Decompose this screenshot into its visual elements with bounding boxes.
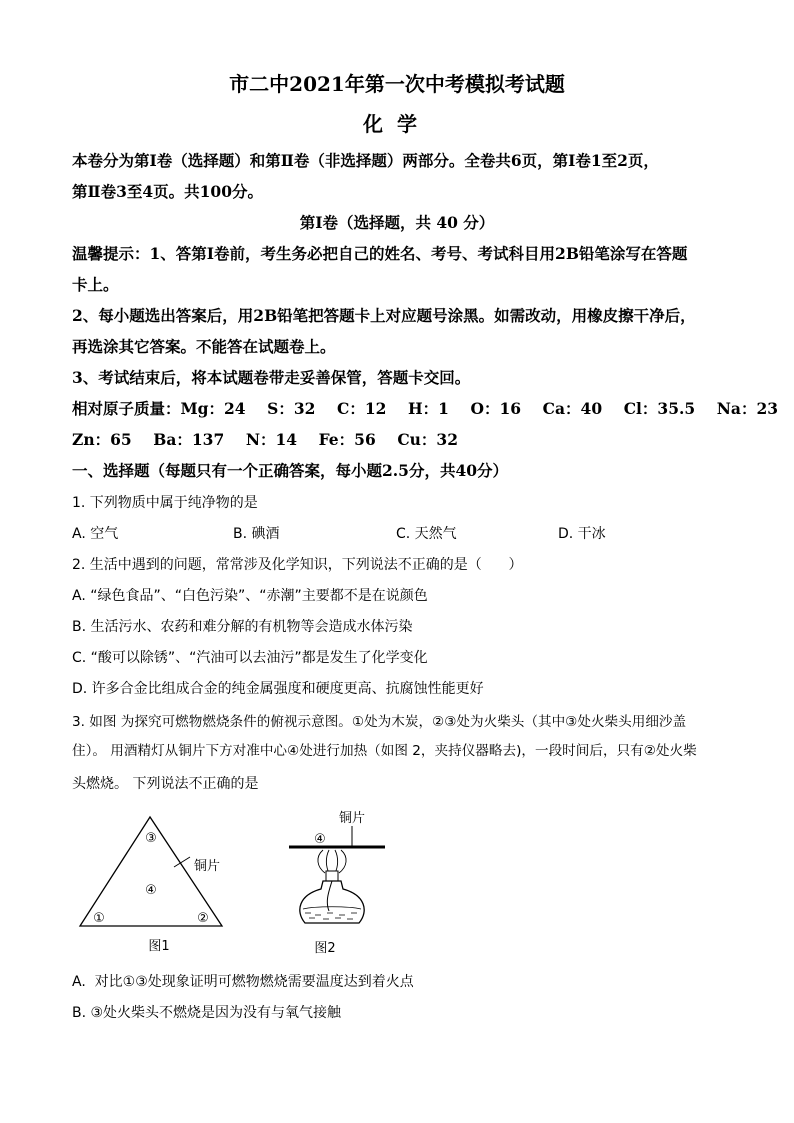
figure-1-label-1: ① xyxy=(93,911,105,926)
part1-title: 第Ⅰ卷（选择题，共 40 分） xyxy=(299,213,495,232)
figure-1-triangle-diagram xyxy=(72,815,242,960)
question-2-option-d: D. 许多合金比组成合金的纯金属强度和硬度更高、抗腐蚀性能更好 xyxy=(72,681,484,697)
question-3-stem-line-1: 3. 如图 为探究可燃物燃烧条件的俯视示意图。①处为木炭，②③处为火柴头（其中③处火柴头用细沙盖 xyxy=(72,714,687,730)
section1-title: 一、选择题（每题只有一个正确答案，每小题2.5分，共40分） xyxy=(72,461,509,480)
intro-line-1: 本卷分为第Ⅰ卷（选择题）和第Ⅱ卷（非选择题）两部分。全卷共6页，第Ⅰ卷1至2页， xyxy=(72,151,659,170)
intro-line-2: 第Ⅱ卷3至4页。共100分。 xyxy=(72,182,263,201)
flame-icon xyxy=(318,850,346,873)
question-1-option-b: B. 碘酒 xyxy=(233,526,280,542)
figure-1-label-4: ④ xyxy=(145,883,157,898)
figure-2-copper-label: 铜片 xyxy=(339,811,366,826)
tip-line-1: 温馨提示：1、答第Ⅰ卷前，考生务必把自己的姓名、考号、考试科目用2B铅笔涂写在答题 xyxy=(72,244,688,263)
question-1-option-d: D. 干冰 xyxy=(558,526,606,542)
question-3-stem-line-3: 头燃烧。 下列说法不正确的是 xyxy=(72,776,259,792)
tip-line-3: 2、每小题选出答案后，用2B铅笔把答题卡上对应题号涂黑。如需改动，用橡皮擦干净后， xyxy=(72,306,696,325)
atomic-mass-line-1: 相对原子质量：Mg：24 S：32 C：12 H：1 O：16 Ca：40 Cl：35.5 Na：23 xyxy=(72,399,779,418)
figure-1-label-3: ③ xyxy=(145,831,157,846)
page-title: 市二中2021年第一次中考模拟考试题 xyxy=(229,72,565,96)
atomic-mass-line-2: Zn：65 Ba：137 N：14 Fe：56 Cu：32 xyxy=(72,430,458,449)
question-3-stem-line-2: 住）。 用酒精灯从铜片下方对准中心④处进行加热（如图 2，夹持仪器略去)，一段时间后，只有②处火柴 xyxy=(72,743,697,759)
figure-1-copper-label: 铜片 xyxy=(194,859,221,874)
question-1-stem: 1. 下列物质中属于纯净物的是 xyxy=(72,495,258,511)
figure-2-alcohol-lamp-diagram xyxy=(285,805,395,960)
tip-line-4: 再选涂其它答案。不能答在试题卷上。 xyxy=(72,337,336,356)
figure-2-caption: 图2 xyxy=(314,941,336,956)
question-2-option-a: A. “绿色食品”、“白色污染”、“赤潮”主要都不是在说颜色 xyxy=(72,588,428,604)
question-3-option-b: B. ③处火柴头不燃烧是因为没有与氧气接触 xyxy=(72,1005,342,1021)
question-2-option-b: B. 生活污水、农药和难分解的有机物等会造成水体污染 xyxy=(72,619,413,635)
alcohol-lamp-body xyxy=(300,881,364,923)
question-1-option-c: C. 天然气 xyxy=(396,526,457,542)
question-2-option-c: C. “酸可以除锈”、“汽油可以去油污”都是发生了化学变化 xyxy=(72,650,428,666)
figure-2-label-4: ④ xyxy=(314,832,326,847)
subject-title: 化学 xyxy=(363,112,431,136)
figure-1-caption: 图1 xyxy=(148,939,170,954)
figure-1-label-2: ② xyxy=(197,911,209,926)
question-3-option-a: A. 对比①③处现象证明可燃物燃烧需要温度达到着火点 xyxy=(72,974,414,990)
question-2-stem: 2. 生活中遇到的问题，常常涉及化学知识，下列说法不正确的是（ ） xyxy=(72,557,523,573)
tip-line-5: 3、考试结束后，将本试题卷带走妥善保管，答题卡交回。 xyxy=(72,368,471,387)
question-1-option-a: A. 空气 xyxy=(72,526,119,542)
tip-line-2: 卡上。 xyxy=(72,275,119,294)
lamp-wick-holder xyxy=(326,871,338,881)
